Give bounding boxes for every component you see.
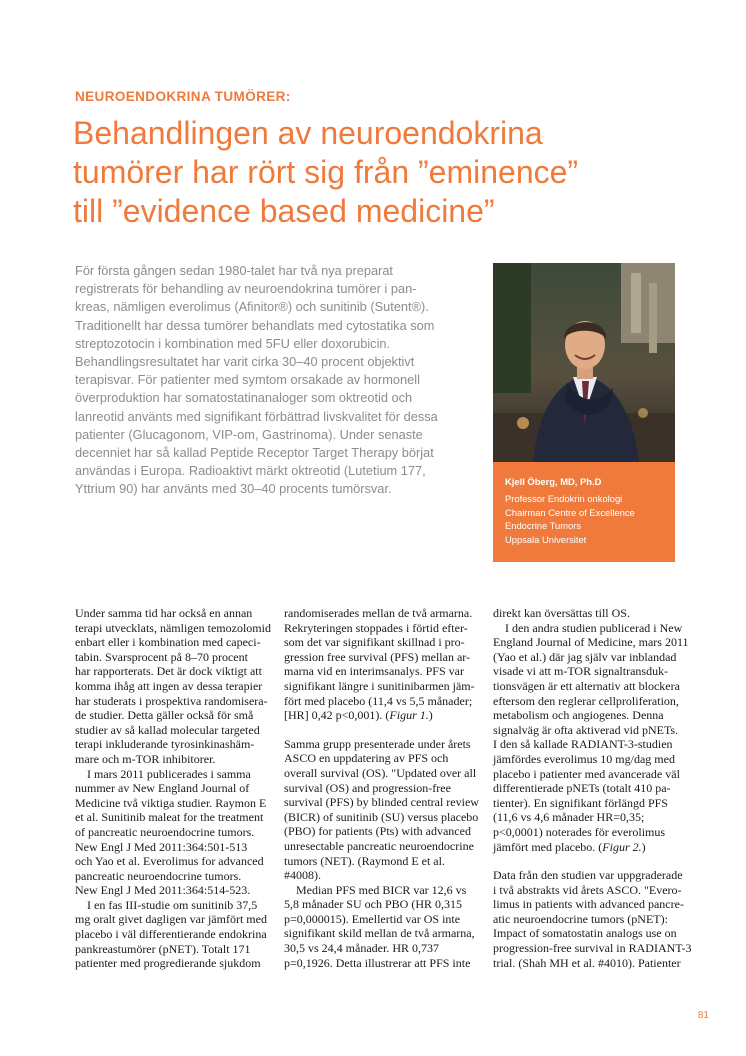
body-line: marna vid en interimsanalys. PFS var <box>284 664 464 679</box>
intro-line: Yttrium 90) har använts med 30–40 procents tumörsvar. <box>75 481 392 497</box>
section-kicker: NEUROENDOKRINA TUMÖRER: <box>75 89 291 104</box>
body-line: I en fas III-studie om sunitinib 37,5 <box>75 897 258 912</box>
body-line: mg oralt givet dagligen var jämfört med <box>75 912 267 927</box>
body-line: I den så kallade RADIANT-3-studien <box>493 737 673 752</box>
body-line: Impact of somatostatin analogs use on <box>493 926 677 941</box>
intro-line: lanreotid använts med signifikant förbättrad livskvalitet för dessa <box>75 408 438 424</box>
intro-line: streptozotocin i kombination med 5FU eller doxorubicin. <box>75 335 391 351</box>
intro-line: Behandlingsresultatet har varit cirka 30–40 procent objektivt <box>75 354 415 370</box>
body-line: #4008). <box>284 868 321 883</box>
intro-line: användas i Europa. Radioaktivt märkt oktreotid (Lutetium 177, <box>75 463 426 479</box>
body-line: New Engl J Med 2011:364:501-513 <box>75 839 248 854</box>
body-line: terapi inkluderande tyrosinkinashäm- <box>75 737 255 752</box>
body-line: ASCO en uppdatering av PFS och <box>284 751 449 766</box>
body-line: of pancreatic neuroendocrine tumors. <box>75 824 255 839</box>
body-line: unresectable pancreatic neuroendocrine <box>284 838 474 853</box>
body-line: tionsvägen är ett alternativ att blockera <box>493 678 680 693</box>
body-line: studier av så kallad molecular targeted <box>75 722 260 737</box>
intro-line: registrerats för behandling av neuroendokrina tumörer i pan- <box>75 281 417 297</box>
body-line: nummer av New England Journal of <box>75 781 250 796</box>
body-line: trial. (Shah MH et al. #4010). Patienter <box>493 955 681 970</box>
body-line: randomiserades mellan de två armarna. <box>284 606 473 620</box>
paragraph-gap <box>284 723 469 737</box>
body-column-1 <box>75 606 271 971</box>
body-line: 5,8 månader SU och PBO (HR 0,315 <box>284 897 462 912</box>
body-line: signalväg är ofta aktiverad vid pNETs. <box>493 722 679 737</box>
body-line: Medicine två viktiga studier. Raymon E <box>75 795 267 810</box>
body-line: (BICR) of sunitinib (SU) versus placebo <box>284 809 479 824</box>
intro-line: patienter (Glucagonom, VIP-om, Gastrinoma). Under senaste <box>75 426 423 442</box>
body-line: p=0,1926. Detta illustrerar att PFS inte <box>284 955 471 970</box>
body-line: visade vi att m-TOR signaltransduk- <box>493 664 669 679</box>
body-line: fört med placebo (11,4 vs 5,5 månader; <box>284 693 473 708</box>
body-line: Rekryteringen stoppades i förtid efter- <box>284 620 468 635</box>
body-line: gression free survival (PFS) mellan ar- <box>284 649 471 664</box>
body-line: har rapporterats. Det är dock viktigt att <box>75 664 262 679</box>
body-line: (PBO) for patients (Pts) with advanced <box>284 824 471 839</box>
body-line: survival (PFS) by blinded central review <box>284 795 479 810</box>
figure-reference: Figur 1. <box>389 708 429 723</box>
body-line: England Journal of Medicine, mars 2011 <box>493 635 689 650</box>
body-line: som det var signifikant skillnad i pro- <box>284 635 465 650</box>
caption-line: Endocrine Tumors <box>505 520 582 532</box>
body-line: (11,6 vs 4,6 månader HR=0,35; <box>493 810 645 825</box>
title-line: tumörer har rört sig från ”eminence” <box>73 154 579 190</box>
intro-line: överproduktion har somatostatinanaloger som oktreotid och <box>75 390 413 406</box>
body-line: signifikant skild mellan de två armarna, <box>284 926 475 941</box>
body-line: de studier. Detta gäller också för små <box>75 708 254 723</box>
body-line: terapi utvecklats, nämligen temozolomid <box>75 620 271 635</box>
title-line: Behandlingen av neuroendokrina <box>73 115 543 151</box>
intro-line: Traditionellt har dessa tumörer behandlats med cytostatika som <box>75 317 435 333</box>
body-column-3 <box>493 606 692 970</box>
body-line: I mars 2011 publicerades i samma <box>75 766 251 781</box>
body-line: tumors (NET). (Raymond E et al. <box>284 853 445 868</box>
body-line: jämfördes everolimus 10 mg/dag med <box>493 751 675 766</box>
body-line: I den andra studien publicerad i New <box>493 620 683 635</box>
body-line: survival (OS) and progression-free <box>284 780 451 795</box>
body-line: Under samma tid har också en annan <box>75 606 253 620</box>
article-title <box>73 114 693 231</box>
body-line: progression-free survival in RADIANT-3 <box>493 941 692 956</box>
caption-line: Uppsala Universitet <box>505 533 587 545</box>
body-line: New Engl J Med 2011:364:514-523. <box>75 883 251 898</box>
intro-line: För första gången sedan 1980-talet har två nya preparat <box>75 263 393 278</box>
body-line: och Yao et al. Everolimus for advanced <box>75 854 264 869</box>
body-line: atic neuroendocrine tumors (pNET): <box>493 911 668 926</box>
body-line: 30,5 vs 24,4 månader. HR 0,737 <box>284 941 439 956</box>
page-number: 81 <box>697 1010 709 1021</box>
body-line: p<0,0001) noterades för everolimus <box>493 824 666 839</box>
author-caption <box>493 462 675 562</box>
body-line: limus in patients with advanced pancre- <box>493 897 684 912</box>
body-line: signifikant längre i sunitinibarmen jäm- <box>284 678 475 693</box>
body-line: komma ihåg att ingen av dessa terapier <box>75 678 263 693</box>
body-line: overall survival (OS). "Updated over all <box>284 765 477 780</box>
body-line: tabin. Svarsprocent på 8–70 procent <box>75 649 248 664</box>
body-line: pankreastumörer (pNET). Totalt 171 <box>75 941 251 956</box>
body-line: Data från den studien var uppgraderade <box>493 868 683 883</box>
body-column-2 <box>284 606 479 970</box>
body-line: differentierade pNETs (totalt 410 pa- <box>493 781 671 796</box>
paragraph-gap <box>493 854 678 868</box>
intro-line: decenniet har så kallad Peptide Receptor Target Therapy börjat <box>75 445 434 461</box>
body-line: i två abstrakts vid årets ASCO. "Evero- <box>493 882 682 897</box>
body-line: et al. Sunitinib maleat for the treatment <box>75 810 264 825</box>
body-line: (Yao et al.) där jag själv var inblandad <box>493 649 677 664</box>
body-line: metabolism och angiogenes. Denna <box>493 708 664 723</box>
body-line: enbart eller i kombination med capeci- <box>75 635 261 650</box>
figure-reference: Figur 2. <box>602 839 642 854</box>
title-line: till ”evidence based medicine” <box>73 193 495 229</box>
body-line: direkt kan översättas till OS. <box>493 606 630 620</box>
body-line: Samma grupp presenterade under årets <box>284 736 471 751</box>
intro-paragraph <box>75 262 480 499</box>
body-line: placebo i väl differentierande endokrina <box>75 927 267 942</box>
author-photo <box>493 263 675 462</box>
caption-line: Chairman Centre of Excellence <box>505 506 635 518</box>
body-line: har studerats i prospektiva randomisera- <box>75 693 268 708</box>
body-line: pancreatic neuroendocrine tumors. <box>75 868 242 883</box>
body-line: jämfört med placebo. (Figur 2.) <box>493 839 646 854</box>
portrait-illustration <box>493 263 675 462</box>
body-line: mare och m-TOR inhibitorer. <box>75 751 216 766</box>
author-name: Kjell Öberg, MD, Ph.D <box>505 476 602 487</box>
body-line: [HR] 0,42 p<0,001). (Figur 1.) <box>284 708 433 723</box>
body-line: tienter). En signifikant förlängd PFS <box>493 795 668 810</box>
intro-line: kreas, nämligen everolimus (Afinitor®) och sunitinib (Sutent®). <box>75 299 429 315</box>
body-line: Median PFS med BICR var 12,6 vs <box>284 882 467 897</box>
body-line: patienter med progredierande sjukdom <box>75 956 261 971</box>
intro-line: terapisvar. För patienter med symtom orsakade av hormonell <box>75 372 420 388</box>
body-line: eftersom den reglerar cellproliferation, <box>493 693 679 708</box>
body-line: placebo i patienter med avancerade väl <box>493 766 680 781</box>
caption-line: Professor Endokrin onkologi <box>505 493 623 505</box>
body-line: p=0,000015). Emellertid var OS inte <box>284 911 461 926</box>
